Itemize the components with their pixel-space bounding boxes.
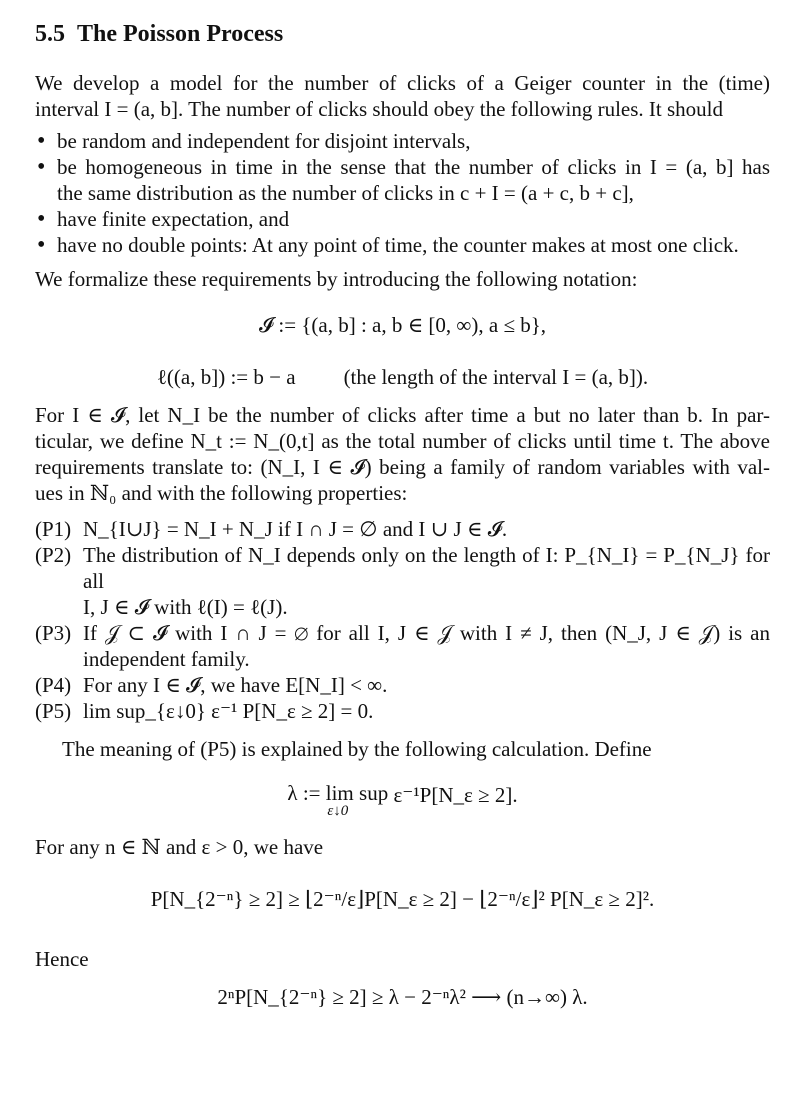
list-item: • be random and independent for disjoint intervals, [35, 128, 770, 154]
property-label: (P4) [35, 673, 72, 697]
property-item: (P4) For any I ∈ 𝓘, we have E[N_I] < ∞. [35, 673, 388, 697]
text-line: For I ∈ 𝓘, let N_I be the number of clicks after time a but no later than b. In par- [35, 403, 770, 427]
page [35, 18, 770, 1022]
text-line: interval I = (a, b]. The number of clicks should obey the following rules. It should [35, 97, 723, 121]
formalize-sentence: We formalize these requirements by introducing the following notation: [35, 267, 638, 291]
property-item: (P5) lim sup_{ε↓0} ε⁻¹ P[N_ε ≥ 2] = 0. [35, 699, 374, 723]
length-annotation: (the length of the interval I = (a, b]). [343, 365, 649, 389]
property-label: (P2) [35, 543, 72, 567]
property-item: (P1) N_{I∪J} = N_I + N_J if I ∩ J = ∅ and I ∪ J ∈ 𝓘. [35, 517, 508, 541]
intro-paragraph [35, 70, 770, 122]
property-item: (P3) If 𝒥 ⊂ 𝓘 with I ∩ J = ∅ for all I, J ∈ 𝒥 with I ≠ J, then (N_J, J ∈ 𝒥) is an independent family. [35, 621, 770, 671]
property-item: (P2) The distribution of N_I depends only on the length of I: P_{N_I} = P_{N_J} for all I, J ∈ 𝓘 with ℓ(I) = ℓ(J). [35, 543, 770, 619]
property-label: (P5) [35, 699, 72, 723]
length-definition [35, 364, 770, 390]
text-line: We develop a model for the number of clicks of a Geiger counter in the (time) [35, 71, 770, 95]
property-label: (P1) [35, 517, 72, 541]
property-list [35, 516, 770, 724]
lambda-subscript: ε↓0 [327, 803, 349, 819]
counting-paragraph [35, 402, 770, 506]
lambda-rhs: ε⁻¹P[N_ε ≥ 2]. [393, 783, 518, 807]
requirements-list [35, 128, 770, 258]
section-title: The Poisson Process [77, 21, 284, 47]
section-heading [35, 18, 770, 50]
list-item: • have finite expectation, and [35, 206, 770, 232]
text-line: ticular, we define N_t := N_(0,t] as the total number of clicks until time t. The above [35, 429, 770, 453]
lambda-definition [35, 782, 770, 818]
hence-label: Hence [35, 947, 89, 971]
text-line: ues in ℕ₀ and with the following properties: [35, 481, 408, 505]
text-line: requirements translate to: (N_I, I ∈ 𝓘) being a family of random variables with val- [35, 455, 770, 479]
for-any-sentence: For any n ∈ ℕ and ε > 0, we have [35, 835, 324, 859]
section-number: 5.5 [35, 21, 65, 47]
final-limit-display: 2ⁿP[N_{2⁻ⁿ} ≥ 2] ≥ λ − 2⁻ⁿλ² ⟶ (n→∞) λ. [217, 985, 588, 1009]
property-label: (P3) [35, 621, 72, 645]
meaning-sentence: The meaning of (P5) is explained by the following calculation. Define [62, 737, 652, 761]
list-item: • be homogeneous in time in the sense that the number of clicks in I = (a, b] has the same distribution as the number of clicks in c + I = (a + c, b + c], [35, 154, 770, 206]
lambda-lhs: λ := lim sup ε↓0 [287, 781, 389, 819]
interval-set-definition: 𝓘 := {(a, b] : a, b ∈ [0, ∞), a ≤ b}, [258, 313, 547, 337]
list-item: • have no double points: At any point of time, the counter makes at most one click. [35, 232, 770, 258]
length-formula: ℓ((a, b]) := b − a [156, 365, 296, 389]
inequality-display: P[N_{2⁻ⁿ} ≥ 2] ≥ ⌊2⁻ⁿ/ε⌋P[N_ε ≥ 2] − ⌊2⁻ⁿ/ε⌋² P[N_ε ≥ 2]². [150, 887, 655, 911]
